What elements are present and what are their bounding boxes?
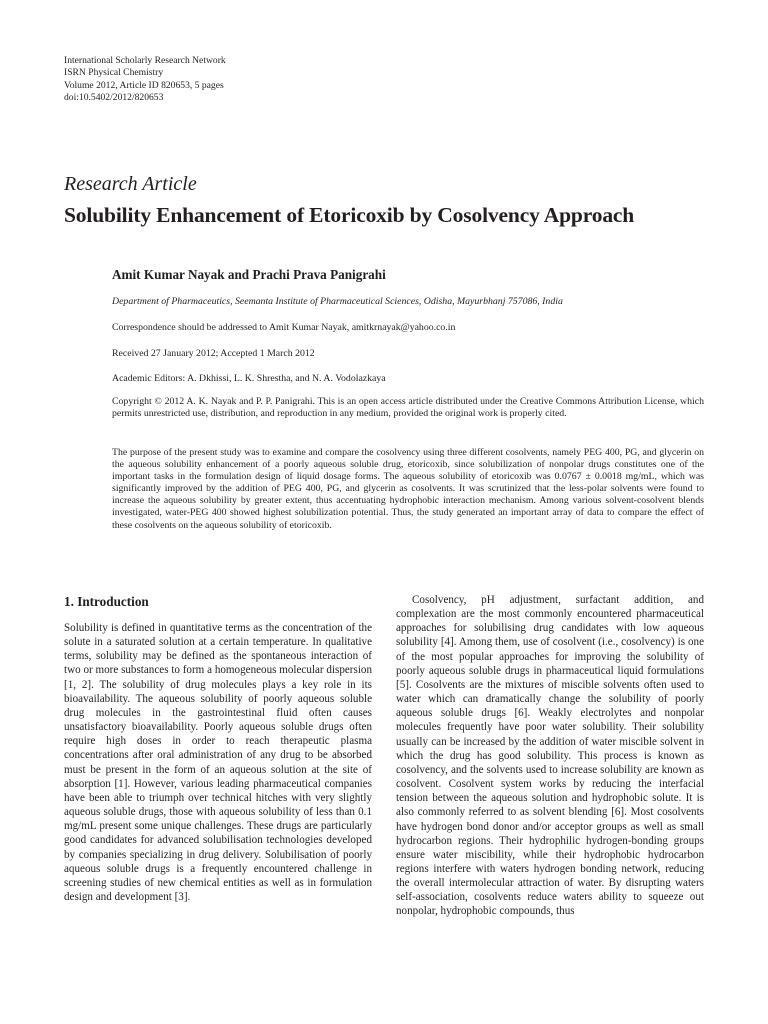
journal-header (64, 55, 226, 105)
section-heading-introduction: 1. Introduction (64, 594, 149, 609)
correspondence-text: Correspondence should be addressed to Amit Kumar Nayak, (112, 322, 352, 333)
intro-paragraph-2: Cosolvency, pH adjustment, surfactant addition, and complexation are the most commonly encountered pharmaceutical approaches for solubilising drug candidates with low aqueous solubility [4]. Among them, use of cosolvent (i.e., cosolvency) is one of the most popular approaches for improving the solubility of poorly aqueous soluble drugs in pharmaceutical liquid formulations [5]. Cosolvents are the mixtures of miscible solvents often used to water which can dramatically change the solubility of poorly aqueous soluble drugs [6]. Weakly electrolytes and nonpolar molecules frequently have poor water solubility. Their solubility usually can be increased by the addition of water miscible solvent in which the drug has good solubility. This process is known as cosolvency, and the solvents used to increase solubility are known as cosolvent. Cosolvent system works by reducing the interfacial tension between the aqueous solution and hydrophobic solute. It is also commonly referred to as solvent blending [6]. Most cosolvents have hydrogen bond donor and/or acceptor groups as well as small hydrocarbon regions. Their hydrophilic hydrogen-bonding groups ensure water miscibility, while their hydrophobic hydrocarbon regions interfere with waters hydrogen bonding network, reducing the overall intermolecular attraction of water. By disrupting waters self-association, cosolvents reduce waters ability to squeeze out nonpolar, hydrophobic compounds, thus (396, 594, 704, 918)
journal-name: ISRN Physical Chemistry (64, 67, 164, 79)
left-column (64, 593, 372, 904)
article-title: Solubility Enhancement of Etoricoxib by Cosolvency Approach (64, 203, 635, 227)
journal-volume: Volume 2012, Article ID 820653, 5 pages (64, 79, 224, 91)
intro-paragraph-1: Solubility is defined in quantitative terms as the concentration of the solute in a saturated solution at a certain temperature. In qualitative terms, solubility may be defined as the spontaneous interaction of two or more substances to form a homogeneous molecular dispersion [1, 2]. The solubility of drug molecules plays a key role in its bioavailability. The aqueous solubility of poorly aqueous soluble drug molecules in the gastrointestinal fluid often causes unsatisfactory bioavailability. Poorly aqueous soluble drugs often require high doses in order to reach therapeutic plasma concentrations after oral administration of any drug to be absorbed must be present in the form of an aqueous solution at the site of absorption [1]. However, various leading pharmaceutical companies have been able to triumph over technical hitches with very slightly aqueous soluble drugs, those with aqueous solubility of less than 0.1 mg/mL present some unique challenges. These drugs are particularly good candidates for advanced solubilisation technologies developed by companies specializing in drug delivery. Solubilisation of poorly aqueous soluble drugs is a frequently encountered challenge in screening studies of new chemical entities as well as in formulation design and development [3]. (64, 622, 372, 903)
correspondence (112, 322, 704, 334)
copyright-notice: Copyright © 2012 A. K. Nayak and P. P. Panigrahi. This is an open access article distributed under the Creative Commons Attribution License, which permits unrestricted use, distribution, and reproduction in any medium, provided the original work is properly cited. (112, 396, 704, 420)
journal-doi: doi:10.5402/2012/820653 (64, 92, 164, 104)
abstract: The purpose of the present study was to examine and compare the cosolvency using three different cosolvents, namely PEG 400, PG, and glycerin on the aqueous solubility enhancement of a poorly aqueous soluble drug, etoricoxib, since solubilization of nonpolar drugs constitutes one of the important tasks in the formulation design of liquid dosage forms. The aqueous solubility of etoricoxib was 0.0767 ± 0.0018 mg/mL, which was significantly improved by the addition of PEG 400, PG, and glycerin as cosolvents. It was scrutinized that the less-polar solvents were found to increase the aqueous solubility by greater extent, thus accentuating hydrophobic interaction mechanism. Among various solvent-cosolvent blends investigated, water-PEG 400 showed highest solubilization potential. Thus, the study generated an important array of data to compare the effect of these cosolvents on the aqueous solubility of etoricoxib. (112, 447, 704, 531)
journal-network: International Scholarly Research Network (64, 55, 226, 66)
article-type: Research Article (64, 173, 197, 195)
author-list: Amit Kumar Nayak and Prachi Prava Panigrahi (112, 267, 386, 282)
right-column (396, 593, 704, 919)
received-accepted-dates: Received 27 January 2012; Accepted 1 March 2012 (112, 348, 315, 359)
correspondence-email[interactable]: amitkrnayak@yahoo.co.in (351, 322, 456, 333)
affiliation: Department of Pharmaceutics, Seemanta Institute of Pharmaceutical Sciences, Odisha, Mayurbhanj 757086, India (112, 296, 563, 307)
academic-editors: Academic Editors: A. Dkhissi, L. K. Shrestha, and N. A. Vodolazkaya (112, 373, 386, 384)
